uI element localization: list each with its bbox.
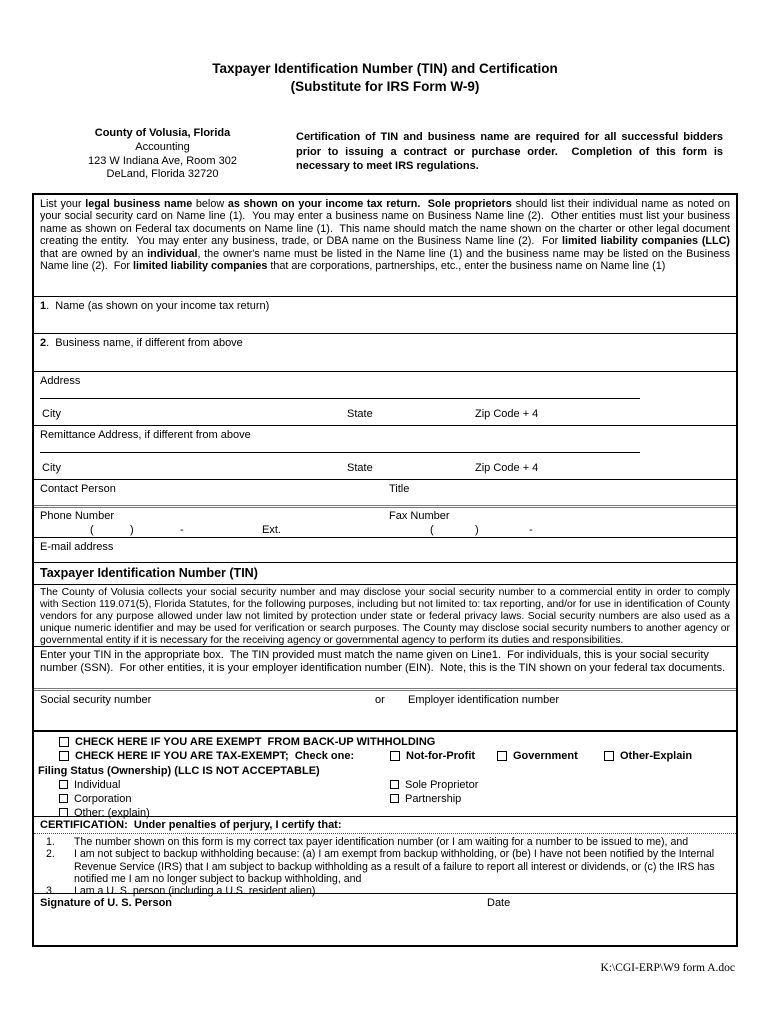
signature-row[interactable]	[34, 893, 736, 945]
cert-item-2-text: I am not subject to backup withholding because: (a) I am exempt from backup withholding, or (be) I have not been notified by the Internal Revenue Service (IRS) that I am subject to backup withholding as a result of a failure to report all interest or dividends, or (c) the IRS has notified me I am no longer subject to backup withholding, and	[74, 848, 718, 885]
name-field-row[interactable]	[34, 296, 736, 333]
tin-entry-instructions: Enter your TIN in the appropriate box. The TIN provided must match the name given on Line1. For individuals, this is your social security number (SSN). For other entities, it is your employer identification number (EIN). Note, this is the TIN shown on your federal tax documents.	[34, 646, 736, 688]
ssn-label: Social security number	[40, 694, 152, 706]
checkbox-tax-exempt[interactable]	[59, 751, 69, 761]
checkbox-not-for-profit[interactable]	[390, 751, 400, 761]
address-label: Address	[40, 375, 81, 387]
checkbox-other-explain[interactable]	[604, 751, 614, 761]
backup-withholding-exempt-line	[59, 736, 435, 748]
cert-item-1-text: The number shown on this form is my correct tax payer identification number (or I am waiting for a number to be issued to me), and	[74, 836, 689, 848]
government-option	[497, 750, 578, 762]
contact-person-row[interactable]	[34, 479, 736, 505]
org-name: County of Volusia, Florida	[94, 127, 231, 139]
fax-close-paren: )	[475, 524, 479, 536]
remittance-fill-line[interactable]	[40, 452, 640, 453]
address-fill-line[interactable]	[40, 398, 640, 399]
sole-proprietor-option	[390, 779, 478, 791]
org-street: 123 W Indiana Ave, Room 302	[87, 154, 237, 167]
phone-close-paren: )	[130, 524, 134, 536]
fax-number-label: Fax Number	[389, 510, 450, 522]
business-name-instructions: List your legal business name below as shown on your income tax return. Sole proprietors should list their individual name as noted on your social security card on Name line (1). You may enter a business name on Business Name line (2). Other entities must list your business name as shown on Federal tax documents on Name line (1). This name should match the name shown on the charter or other legal document creating the entity. You may enter any business, trade, or DBA name on the Business Name line (2). For limited liability companies (LLC) that are owned by an individual, the owner's name must be listed in the Name line (1) and the business name may be listed on the Business Name line (2). For limited liability companies that are corporations, partnerships, etc., enter the business name on Name line (1)	[40, 198, 734, 273]
cert-item-3-number: 3.	[46, 885, 55, 898]
phone-number-label: Phone Number	[40, 510, 114, 522]
exemption-filing-status-section	[34, 730, 736, 819]
address-block-row[interactable]	[34, 371, 736, 425]
tax-exempt-line	[59, 750, 354, 762]
ssn-ein-row[interactable]	[34, 688, 736, 730]
partnership-label: Partnership	[405, 793, 462, 805]
contact-person-label: Contact Person	[40, 483, 116, 495]
filing-other-label: Other: (explain)	[74, 807, 150, 819]
corporation-label: Corporation	[74, 793, 132, 805]
phone-dash: -	[180, 524, 184, 536]
tin-section-heading: Taxpayer Identification Number (TIN)	[34, 562, 736, 584]
phone-ext-label: Ext.	[262, 524, 281, 536]
other-explain-label: Other-Explain	[620, 750, 693, 762]
remittance-zip-label: Zip Code + 4	[475, 462, 539, 474]
cert-item-1-number: 1.	[46, 836, 55, 848]
email-address-label: E-mail address	[40, 541, 114, 553]
checkbox-government[interactable]	[497, 751, 507, 761]
not-for-profit-option	[390, 750, 475, 762]
ein-label: Employer identification number	[408, 694, 560, 706]
certification-notice: Certification of TIN and business name are required for all successful bidders prior to issuing a contract or purchase order. Completion of this form is necessary to meet IRS regulations.	[296, 131, 727, 173]
sole-proprietor-label: Sole Proprietor	[405, 779, 479, 791]
org-city-state: DeLand, Florida 32720	[106, 168, 219, 181]
remittance-address-label: Remittance Address, if different from above	[40, 429, 251, 441]
email-address-row[interactable]	[34, 537, 736, 562]
w9-form-table	[32, 193, 738, 947]
certification-heading: CERTIFICATION: Under penalties of perjury, I certify that:	[34, 816, 736, 833]
partnership-option	[390, 793, 461, 805]
individual-label: Individual	[74, 779, 121, 791]
remittance-state-label: State	[347, 462, 373, 474]
ssn-privacy-disclosure: The County of Volusia collects your social security number and may disclose your social security number to a commercial entity in order to comply with Section 119.071(5), Florida Statutes, for the following purposes, including but not limited to: tax reporting, and/or for use in identification of County vendors for any purpose allowed under law not limited by protection under state or federal privacy laws. Social security numbers are also used as a unique numeric identifier and may be used for verification or search purposes. The County may disclose social security numbers to another agency or governmental entity if it is necessary for the receiving agency or governmental agency to perform its duties and responsibilities.	[34, 584, 736, 646]
corporation-option	[59, 793, 131, 805]
business-name-field-label: 2. Business name, if different from above	[40, 337, 243, 349]
phone-open-paren: (	[90, 524, 94, 536]
or-label: or	[375, 694, 385, 706]
business-name-field-row[interactable]	[34, 333, 736, 371]
title-line-2: (Substitute for IRS Form W-9)	[290, 79, 480, 94]
checkbox-individual[interactable]	[59, 780, 68, 789]
tax-exempt-label: CHECK HERE IF YOU ARE TAX-EXEMPT; Check one:	[75, 750, 355, 762]
zip-label: Zip Code + 4	[475, 408, 539, 420]
page-title	[0, 60, 770, 96]
certification-item-2	[34, 848, 736, 885]
individual-option	[59, 779, 120, 791]
cert-item-3-text: I am a U. S. person (including a U.S. resident alien).	[74, 885, 319, 898]
certification-item-1	[34, 836, 736, 848]
cert-item-2-number: 2.	[46, 848, 55, 861]
not-for-profit-label: Not-for-Profit	[406, 750, 476, 762]
phone-fax-row[interactable]	[34, 505, 736, 537]
signature-label: Signature of U. S. Person	[40, 897, 173, 909]
government-label: Government	[513, 750, 578, 762]
date-label: Date	[487, 897, 511, 909]
remittance-city-label: City	[42, 462, 61, 474]
fax-dash: -	[529, 524, 533, 536]
checkbox-backup-withholding-exempt[interactable]	[59, 737, 69, 747]
certification-list	[34, 833, 736, 898]
file-path-footer: K:\CGI-ERP\W9 form A.doc	[600, 962, 735, 974]
backup-withholding-exempt-label: CHECK HERE IF YOU ARE EXEMPT FROM BACK-UP WITHHOLDING	[75, 736, 436, 748]
title-line-1: Taxpayer Identification Number (TIN) and Certification	[212, 61, 558, 76]
other-explain-option	[604, 750, 692, 762]
checkbox-corporation[interactable]	[59, 794, 68, 803]
remittance-address-block-row[interactable]	[34, 425, 736, 479]
city-label: City	[42, 408, 61, 420]
title-label: Title	[389, 483, 410, 495]
filing-status-heading: Filing Status (Ownership) (LLC IS NOT ACCEPTABLE)	[38, 765, 320, 777]
state-label: State	[347, 408, 373, 420]
name-field-label: 1. Name (as shown on your income tax return)	[40, 300, 270, 312]
org-department: Accounting	[135, 140, 190, 153]
checkbox-partnership[interactable]	[390, 794, 399, 803]
checkbox-sole-proprietor[interactable]	[390, 780, 399, 789]
org-address-block	[55, 127, 270, 182]
fax-open-paren: (	[430, 524, 434, 536]
